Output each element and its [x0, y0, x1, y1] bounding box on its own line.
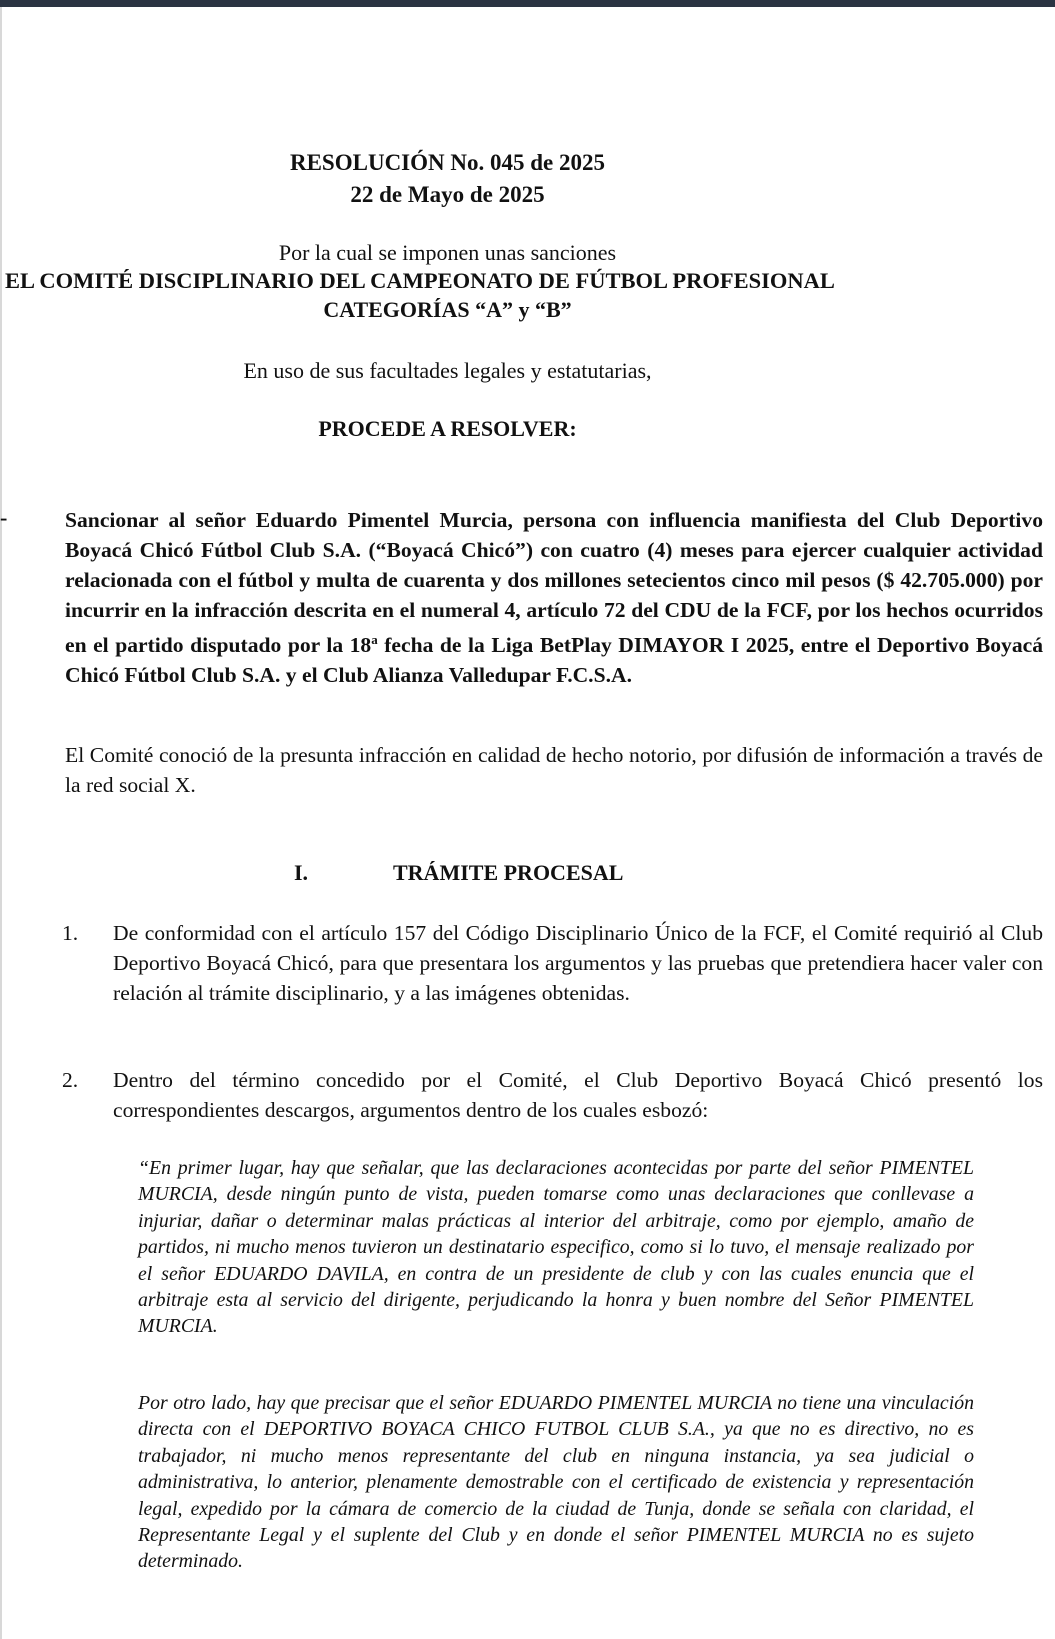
- quote-paragraph-2: Por otro lado, hay que precisar que el señor EDUARDO PIMENTEL MURCIA no tiene una vinculación directa con el DEPORTIVO BOYACA CHICO FUTBOL CLUB S.A., ya que no es directivo, no es trabajador, ni mucho menos representante del club en ninguna instancia, ya sea judicial o administrativa, lo anterior, plenamente demostrable con el certificado de existencia y representación legal, expedido por la cámara de comercio de la ciudad de Tunja, donde se señala con claridad, el Representante Legal y el suplente del Club y en donde el señor PIMENTEL MURCIA no es sujeto determinado.: [138, 1392, 974, 1573]
- list-item-text: Dentro del término concedido por el Comité, el Club Deportivo Boyacá Chicó presentó los correspondientes descargos, argumentos dentro de los cuales esbozó:: [113, 1068, 1043, 1122]
- resolution-subtitle: Por la cual se imponen unas sanciones: [278, 240, 617, 265]
- list-item: [62, 1065, 1043, 1125]
- section-number: I.: [294, 860, 309, 885]
- categories-line: CATEGORÍAS “A” y “B”: [323, 297, 572, 322]
- sanction-text-part-2: fecha de la Liga BetPlay DIMAYOR I 2025, entre el Deportivo Boyacá Chicó Fútbol Club S.A. y el Club Alianza Valledupar F.C.S.A.: [65, 633, 1043, 688]
- section-title: TRÁMITE PROCESAL: [393, 860, 624, 885]
- list-item: [62, 918, 1043, 1008]
- legal-powers-line: En uso de sus facultades legales y estatutarias,: [243, 358, 652, 383]
- notice-paragraph: El Comité conoció de la presunta infracción en calidad de hecho notorio, por difusión de información a través de la red social X.: [65, 743, 1043, 797]
- resolve-heading: PROCEDE A RESOLVER:: [318, 416, 577, 441]
- quote-paragraph-1: “En primer lugar, hay que señalar, que las declaraciones acontecidas por parte del señor PIMENTEL MURCIA, desde ningún punto de vista, pueden tomarse como unas declaraciones que conllevase a injuriar, dañar o determinar malas prácticas al interior del arbitraje, como por ejemplo, amaño de partidos, ni mucho menos tuvieron un destinatario especifico, como si lo tuvo, el mensaje realizado por el señor EDUARDO DAVILA, en contra de un presidente de club y con las cuales enuncia que el arbitraje esta al servicio del dirigente, perjudicando la honra y buen nombre del Señor PIMENTEL MURCIA.: [138, 1157, 974, 1338]
- sanction-text-part-1: Sancionar al señor Eduardo Pimentel Murcia, persona con influencia manifiesta del Club Deportivo Boyacá Chicó Fútbol Club S.A. (“Boyacá Chicó”) con cuatro (4) meses para ejercer cualquier actividad relacionada con el fútbol y multa de cuarenta y dos millones setecientos cinco mil pesos ($ 42.705.000) por incurrir en la infracción descrita en el numeral 4, artículo 72 del CDU de la FCF, por los hechos ocurridos en el partido disputado por la 18: [65, 508, 1043, 658]
- bullet-marker: -: [0, 505, 8, 530]
- sanction-paragraph: [65, 505, 1043, 690]
- list-item-text: De conformidad con el artículo 157 del Código Disciplinario Único de la FCF, el Comité requirió al Club Deportivo Boyacá Chicó, para que presentara los argumentos y las pruebas que pretendiera hacer valer con relación al trámite disciplinario, y a las imágenes obtenidas.: [113, 921, 1043, 1005]
- top-border: [0, 0, 1055, 7]
- ordinal-superscript: a: [371, 632, 378, 647]
- resolution-date: 22 de Mayo de 2025: [350, 182, 545, 207]
- list-item-number: 2.: [62, 1068, 79, 1092]
- resolution-number: RESOLUCIÓN No. 045 de 2025: [289, 150, 605, 175]
- list-item-number: 1.: [62, 921, 79, 945]
- committee-name: EL COMITÉ DISCIPLINARIO DEL CAMPEONATO DE FÚTBOL PROFESIONAL: [5, 268, 835, 293]
